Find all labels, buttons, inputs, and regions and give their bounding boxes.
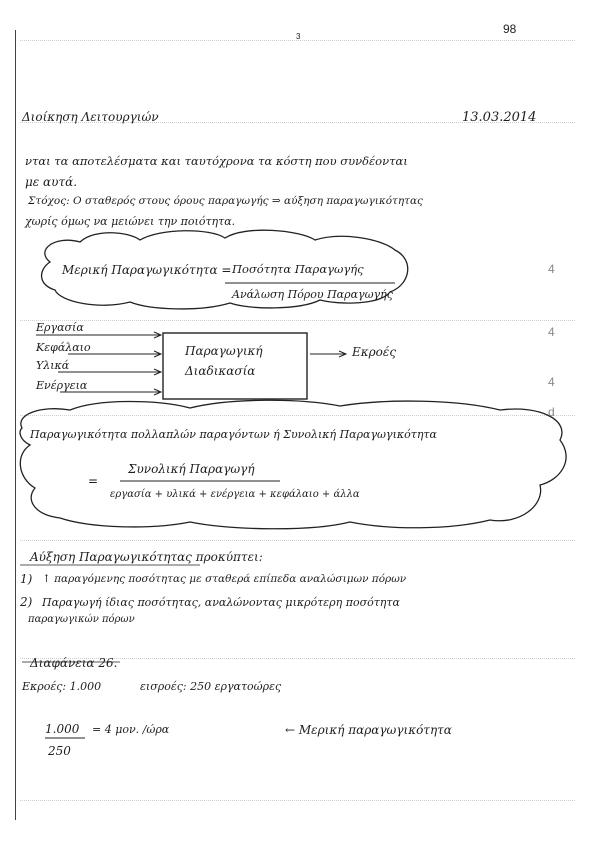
total-productivity-heading: Παραγωγικότητα πολλαπλών παραγόντων ή Συνολική Παραγωγικότητα [30,428,437,441]
list-number: 1) [20,572,33,586]
list-item: ↑ παραγόμενης ποσότητας με σταθερά επίπεδα αναλώσιμων πόρων [42,573,407,585]
example-denominator: 250 [48,744,71,758]
page-number: 98 [503,22,517,36]
increase-title: Αύξηση Παραγωγικότητας προκύπτει: [30,550,263,564]
goal-line: χωρίς όμως να μειώνει την ποιότητα. [25,215,236,228]
example-inputs: εισροές: 250 εργατοώρες [140,680,282,693]
list-item: Παραγωγή ίδιας ποσότητας, αναλώνοντας μικρότερη ποσότητα [42,596,400,609]
margin-mark: 4 [548,375,555,389]
process-label: Διαδικασία [185,364,256,378]
equals-sign: = [88,474,99,488]
process-label: Παραγωγική [185,344,263,358]
input-label: Εργασία [36,321,84,334]
output-label: Εκροές [352,345,397,359]
partial-productivity-label: Μερική Παραγωγικότητα = [62,263,232,277]
page-sub-number: 3 [296,32,301,41]
margin-mark: 4 [548,262,555,276]
list-item: παραγωγικών πόρων [28,614,135,625]
total-productivity-numerator: Συνολική Παραγωγή [128,462,255,476]
goal-line: Στόχος: Ο σταθερός στους όρους παραγωγής ⇒ αύξηση παραγωγικότητας [28,195,423,207]
total-productivity-denominator: εργασία + υλικά + ενέργεια + κεφάλαιο + άλλα [110,489,360,500]
example-numerator: 1.000 [45,722,80,736]
example-note: ← Μερική παραγωγικότητα [285,723,452,737]
cloud-outline [20,400,566,529]
example-result: = 4 μον. /ώρα [92,723,170,736]
input-label: Υλικά [36,359,70,372]
input-label: Κεφάλαιο [36,341,91,354]
example-title: Διαφάνεια 26. [30,656,118,670]
margin-mark: 4 [548,325,555,339]
partial-productivity-denominator: Ανάλωση Πόρου Παραγωγής [232,288,393,301]
date: 13.03.2014 [462,110,537,125]
partial-productivity-numerator: Ποσότητα Παραγωγής [232,262,364,276]
example-outputs: Εκροές: 1.000 [22,680,102,693]
margin-mark: d [548,405,555,419]
intro-line: με αυτά. [25,175,78,189]
list-number: 2) [20,595,33,609]
intro-line: νται τα αποτελέσματα και ταυτόχρονα τα κόστη που συνδέονται [25,154,408,168]
course-title: Διοίκηση Λειτουργιών [22,110,159,124]
input-label: Ενέργεια [36,379,88,392]
